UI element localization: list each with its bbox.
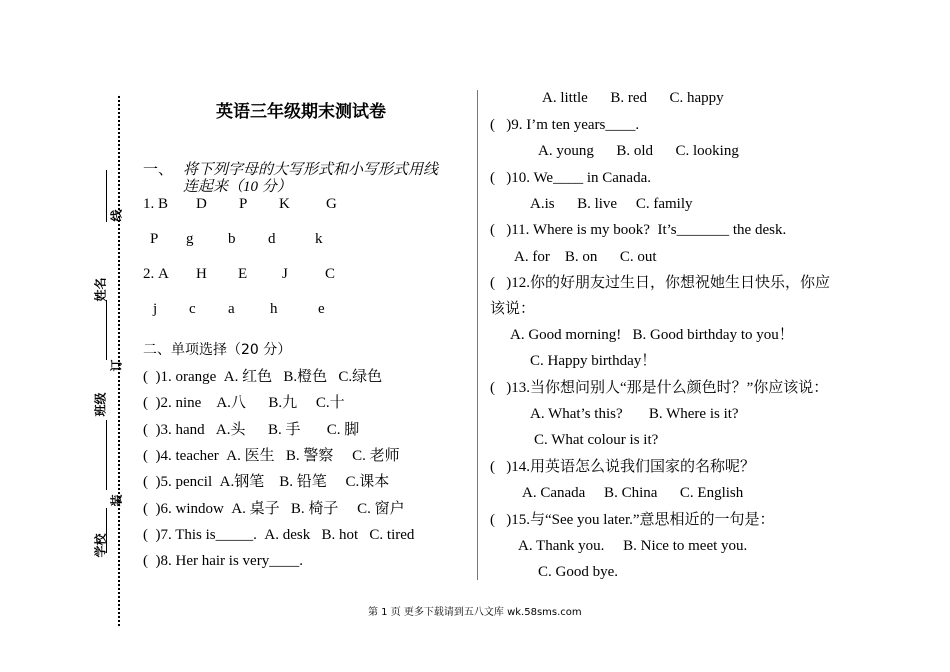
letter-item: h — [270, 301, 278, 317]
question-13-option-c: C. What colour is it? — [534, 432, 659, 448]
letter-item: A — [158, 266, 169, 282]
letter-item: D — [196, 196, 207, 212]
question-5: ( )5. pencil A.钢笔 B. 铅笔 C.课本 — [143, 474, 390, 490]
letter-item: P — [150, 231, 159, 247]
letters-row1-prefix: 1. — [143, 196, 155, 212]
question-10-options: A.is B. live C. family — [530, 196, 693, 212]
section1-number: 一、 — [143, 162, 174, 178]
letter-item: B — [158, 196, 169, 212]
question-11-options: A. for B. on C. out — [514, 249, 657, 265]
letter-item: E — [238, 266, 248, 282]
question-15: ( )15.与“See you later.”意思相近的一句是： — [490, 512, 775, 528]
binding-label-xian: 线 — [109, 209, 124, 222]
question-9-options: A. young B. old C. looking — [538, 143, 739, 159]
question-13-options-ab: A. What’s this? B. Where is it? — [530, 406, 739, 422]
question-6: ( )6. window A. 桌子 B. 椅子 C. 窗户 — [143, 501, 405, 517]
section1-instruction-line2: 连起来（10 分） — [183, 179, 292, 195]
question-8-options: A. little B. red C. happy — [542, 90, 724, 106]
question-2: ( )2. nine A.八 B.九 C.十 — [143, 395, 345, 411]
question-12: ( )12.你的好朋友过生日，你想祝她生日快乐，你应 — [490, 275, 830, 291]
question-3: ( )3. hand A.头 B. 手 C. 脚 — [143, 422, 360, 438]
letter-item: K — [279, 196, 290, 212]
section2-heading: 二、单项选择（20 分） — [143, 342, 292, 358]
signature-line-class — [106, 420, 107, 490]
letter-item: c — [189, 301, 196, 317]
question-15-option-c: C. Good bye. — [538, 564, 618, 580]
column-divider — [477, 90, 478, 580]
letter-item: a — [228, 301, 235, 317]
question-12-line2: 该说： — [490, 301, 536, 317]
page-title: 英语三年级期末测试卷 — [216, 102, 386, 122]
question-7: ( )7. This is_____. A. desk B. hot C. tired — [143, 527, 415, 543]
question-13: ( )13.当你想问别人“那是什么颜色时？”你应该说： — [490, 380, 829, 396]
binding-label-school: 学校 — [93, 533, 108, 558]
letter-item: j — [153, 301, 158, 317]
question-9: ( )9. I’m ten years____. — [490, 117, 640, 133]
question-8: ( )8. Her hair is very____. — [143, 553, 303, 569]
question-12-option-c: C. Happy birthday！ — [530, 353, 657, 369]
page-footer: 第 1 页 更多下载请到五八文库 wk.58sms.com — [368, 607, 582, 618]
binding-label-class: 班级 — [93, 392, 108, 417]
question-15-options-ab: A. Thank you. B. Nice to meet you. — [518, 538, 748, 554]
binding-label-name: 姓名 — [93, 277, 108, 302]
question-14: ( )14.用英语怎么说我们国家的名称呢？ — [490, 459, 755, 475]
letter-item: g — [186, 231, 194, 247]
letter-item: G — [326, 196, 337, 212]
binding-label-zhuang: 装 — [109, 494, 124, 507]
binding-label-ding: 订 — [109, 359, 124, 372]
question-4: ( )4. teacher A. 医生 B. 警察 C. 老师 — [143, 448, 400, 464]
letter-item: C — [325, 266, 336, 282]
letter-item: d — [268, 231, 276, 247]
letter-item: H — [196, 266, 207, 282]
letter-item: k — [315, 231, 323, 247]
question-14-options: A. Canada B. China C. English — [522, 485, 744, 501]
question-12-options-ab: A. Good morning! B. Good birthday to you！ — [510, 327, 794, 343]
question-10: ( )10. We____ in Canada. — [490, 170, 651, 186]
letter-item: J — [282, 266, 288, 282]
letters-row3-prefix: 2. — [143, 266, 155, 282]
question-11: ( )11. Where is my book? It’s_______ the desk. — [490, 222, 787, 238]
section1-instruction-line1: 将下列字母的大写形式和小写形式用线 — [183, 162, 439, 178]
letter-item: e — [318, 301, 325, 317]
letter-item: b — [228, 231, 236, 247]
question-1: ( )1. orange A. 红色 B.橙色 C.绿色 — [143, 369, 383, 385]
letter-item: P — [239, 196, 248, 212]
